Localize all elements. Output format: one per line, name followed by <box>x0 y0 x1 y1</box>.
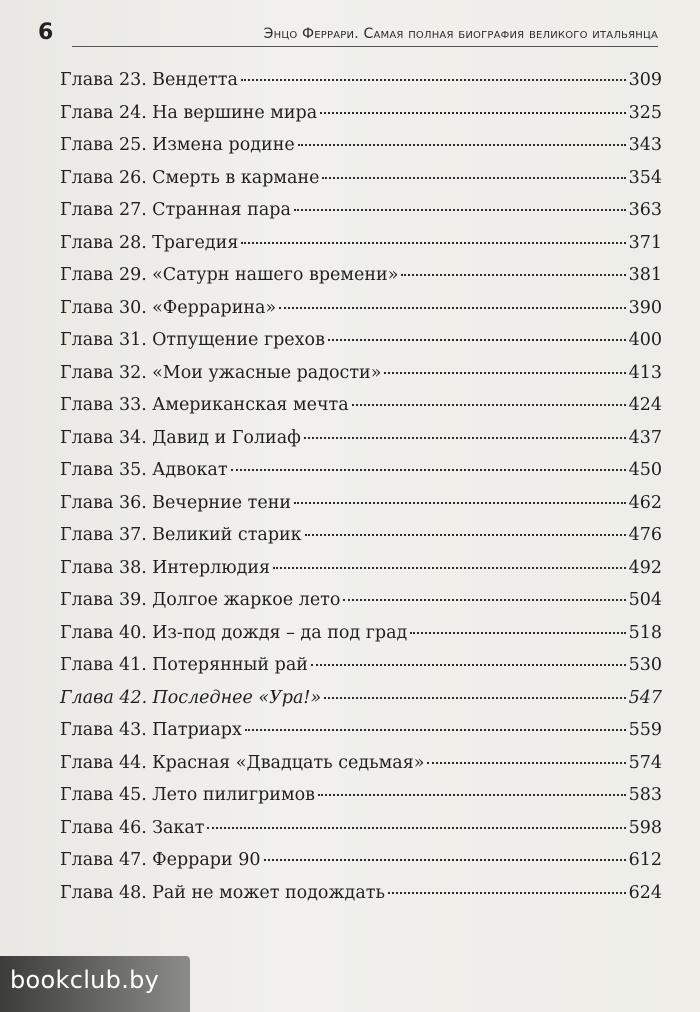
toc-chapter <box>60 812 204 845</box>
toc-chapter <box>60 422 301 455</box>
toc-chapter <box>60 454 228 487</box>
toc-page-number: 559 <box>628 720 662 740</box>
toc-page-number: 598 <box>628 817 662 838</box>
toc-dot-leader <box>343 599 625 601</box>
toc-entry <box>60 64 662 97</box>
toc-page-number: 624 <box>628 882 662 903</box>
toc-dot-leader <box>273 567 626 569</box>
toc-dot-leader <box>264 859 626 861</box>
toc-chapter-label: Глава 48. <box>60 882 147 903</box>
toc-dot-leader <box>320 112 625 114</box>
toc-dot-leader <box>324 697 625 699</box>
toc-page-number: 371 <box>628 232 662 253</box>
toc-page-number: 530 <box>628 655 662 675</box>
toc-chapter-title: Из-под дождя – да под град <box>152 622 408 643</box>
toc-dot-leader <box>322 177 625 179</box>
toc-chapter-label: Глава 47. <box>60 850 147 870</box>
toc-chapter-label: Глава 41. <box>60 655 147 675</box>
header-rule <box>72 46 658 47</box>
toc-page-number: 476 <box>628 525 662 545</box>
toc-chapter-title: «Феррарина» <box>152 297 277 318</box>
toc-dot-leader <box>304 437 626 439</box>
toc-entry <box>60 812 662 845</box>
toc-chapter <box>60 162 319 195</box>
toc-entry <box>60 844 662 877</box>
toc-chapter-label: Глава 34. <box>60 427 147 448</box>
toc-dot-leader <box>305 534 626 536</box>
toc-chapter <box>60 227 238 260</box>
page-number: 6 <box>38 20 54 45</box>
toc-chapter-title: Вечерние тени <box>152 492 292 513</box>
toc-page-number: 612 <box>628 850 662 870</box>
toc-chapter-label: Глава 29. <box>60 265 147 285</box>
toc-chapter-label: Глава 45. <box>60 785 147 805</box>
toc-chapter-label: Глава 44. <box>60 752 147 773</box>
toc-page-number: 492 <box>628 557 662 578</box>
toc-dot-leader <box>311 664 626 666</box>
toc-chapter-label: Глава 30. <box>60 297 147 318</box>
toc-chapter-label: Глава 25. <box>60 135 147 155</box>
toc-chapter-title: Потерянный рай <box>152 655 308 675</box>
toc-chapter <box>60 389 349 422</box>
toc-dot-leader <box>384 372 625 374</box>
toc-chapter-title: Давид и Голиаф <box>152 427 301 448</box>
toc-chapter-title: Странная пара <box>152 200 291 220</box>
toc-chapter <box>60 649 308 682</box>
toc-entry <box>60 292 662 325</box>
toc-entry <box>60 552 662 585</box>
toc-chapter-label: Глава 38. <box>60 557 147 578</box>
toc-chapter-label: Глава 42. <box>60 687 148 708</box>
toc-entry <box>60 357 662 390</box>
toc-page-number: 437 <box>628 427 662 448</box>
toc-chapter-title: Патриарх <box>152 720 242 740</box>
toc-chapter-label: Глава 36. <box>60 492 147 513</box>
toc-page-number: 400 <box>628 330 662 350</box>
toc-chapter-label: Глава 37. <box>60 525 147 545</box>
toc-chapter-title: Долгое жаркое лето <box>152 590 341 610</box>
toc-entry <box>60 324 662 357</box>
toc-chapter-label: Глава 35. <box>60 460 147 480</box>
toc-chapter-title: Интерлюдия <box>152 557 271 578</box>
toc-page-number: 583 <box>628 785 662 805</box>
toc-chapter-label: Глава 33. <box>60 395 147 415</box>
toc-entry <box>60 97 662 130</box>
toc-dot-leader <box>298 144 626 146</box>
toc-chapter-title: Смерть в кармане <box>152 167 320 188</box>
toc-chapter-title: Вендетта <box>152 70 238 90</box>
toc-dot-leader <box>427 762 625 764</box>
toc-entry <box>60 714 662 747</box>
toc-dot-leader <box>294 502 626 504</box>
toc-chapter <box>60 324 325 357</box>
toc-chapter <box>60 747 424 780</box>
toc-chapter <box>60 357 381 390</box>
toc-chapter <box>60 682 321 715</box>
toc-chapter <box>60 877 385 910</box>
toc-dot-leader <box>410 632 625 634</box>
toc-chapter-title: Адвокат <box>152 460 228 480</box>
toc-page-number: 309 <box>628 70 662 90</box>
toc-chapter-title: Отпущение грехов <box>152 330 325 350</box>
toc-chapter <box>60 292 276 325</box>
toc-entry <box>60 454 662 487</box>
toc-page-number: 390 <box>628 297 662 318</box>
toc-dot-leader <box>279 307 625 309</box>
toc-entry <box>60 617 662 650</box>
toc-chapter-title: «Мои ужасные радости» <box>152 362 382 383</box>
toc-chapter-title: Великий старик <box>152 525 302 545</box>
toc-chapter <box>60 194 291 227</box>
toc-chapter-title: Трагедия <box>152 232 239 253</box>
toc-chapter <box>60 779 315 812</box>
toc-entry <box>60 682 662 715</box>
toc-chapter-label: Глава 46. <box>60 817 147 838</box>
toc-chapter-label: Глава 31. <box>60 330 147 350</box>
toc-dot-leader <box>207 827 625 829</box>
toc-chapter <box>60 714 242 747</box>
toc-page-number: 547 <box>628 687 662 708</box>
toc-entry <box>60 584 662 617</box>
toc-page-number: 574 <box>628 752 662 773</box>
toc-dot-leader <box>245 729 626 731</box>
toc-dot-leader <box>318 794 626 796</box>
toc-entry <box>60 194 662 227</box>
toc-chapter-label: Глава 26. <box>60 167 147 188</box>
table-of-contents <box>60 64 662 909</box>
toc-dot-leader <box>388 892 626 894</box>
toc-page-number: 325 <box>628 102 662 123</box>
toc-page-number: 518 <box>628 622 662 643</box>
toc-entry <box>60 487 662 520</box>
toc-entry <box>60 649 662 682</box>
toc-entry <box>60 227 662 260</box>
toc-chapter-title: Американская мечта <box>152 395 349 415</box>
toc-chapter <box>60 617 407 650</box>
toc-chapter-title: На вершине мира <box>152 102 318 123</box>
toc-chapter-title: Рай не может подождать <box>152 882 385 903</box>
toc-page-number: 504 <box>628 590 662 610</box>
toc-chapter-label: Глава 43. <box>60 720 147 740</box>
toc-dot-leader <box>401 274 625 276</box>
toc-entry <box>60 877 662 910</box>
toc-chapter-title: Измена родине <box>152 135 295 155</box>
toc-chapter <box>60 97 317 130</box>
toc-entry <box>60 129 662 162</box>
watermark-banner <box>0 956 190 1012</box>
toc-page-number: 363 <box>628 200 662 220</box>
toc-page-number: 381 <box>628 265 662 285</box>
toc-chapter <box>60 487 291 520</box>
toc-chapter-label: Глава 39. <box>60 590 147 610</box>
toc-chapter <box>60 584 340 617</box>
toc-chapter-label: Глава 27. <box>60 200 147 220</box>
toc-page-number: 354 <box>628 167 662 188</box>
toc-chapter-label: Глава 28. <box>60 232 147 253</box>
toc-chapter <box>60 129 295 162</box>
toc-chapter-label: Глава 32. <box>60 362 147 383</box>
watermark-text: bookclub.by <box>10 966 160 994</box>
toc-chapter-title: Феррари 90 <box>152 850 261 870</box>
toc-entry <box>60 779 662 812</box>
toc-page-number: 413 <box>628 362 662 383</box>
toc-chapter <box>60 844 261 877</box>
toc-chapter-label: Глава 23. <box>60 70 147 90</box>
toc-chapter <box>60 519 302 552</box>
toc-page-number: 462 <box>628 492 662 513</box>
toc-chapter-title: Лето пилигримов <box>152 785 315 805</box>
toc-dot-leader <box>352 404 626 406</box>
page-header <box>38 20 658 50</box>
toc-chapter-title: Красная «Двадцать седьмая» <box>152 752 425 773</box>
toc-chapter-label: Глава 40. <box>60 622 147 643</box>
toc-chapter-title: Закат <box>152 817 205 838</box>
toc-entry <box>60 747 662 780</box>
toc-dot-leader <box>294 209 626 211</box>
toc-entry <box>60 519 662 552</box>
toc-dot-leader <box>328 339 626 341</box>
toc-page-number: 424 <box>628 395 662 415</box>
toc-chapter <box>60 552 270 585</box>
running-title: Энцо Феррари. Самая полная биография великого итальянца <box>263 26 658 42</box>
toc-dot-leader <box>241 79 626 81</box>
toc-entry <box>60 259 662 292</box>
toc-dot-leader <box>241 242 625 244</box>
toc-chapter-label: Глава 24. <box>60 102 147 123</box>
toc-dot-leader <box>231 469 626 471</box>
toc-page-number: 450 <box>628 460 662 480</box>
toc-entry <box>60 422 662 455</box>
toc-entry <box>60 162 662 195</box>
toc-chapter-title: «Сатурн нашего времени» <box>152 265 399 285</box>
toc-page-number: 343 <box>628 135 662 155</box>
toc-chapter <box>60 64 238 97</box>
toc-entry <box>60 389 662 422</box>
toc-chapter-title: Последнее «Ура!» <box>152 687 322 708</box>
toc-chapter <box>60 259 398 292</box>
